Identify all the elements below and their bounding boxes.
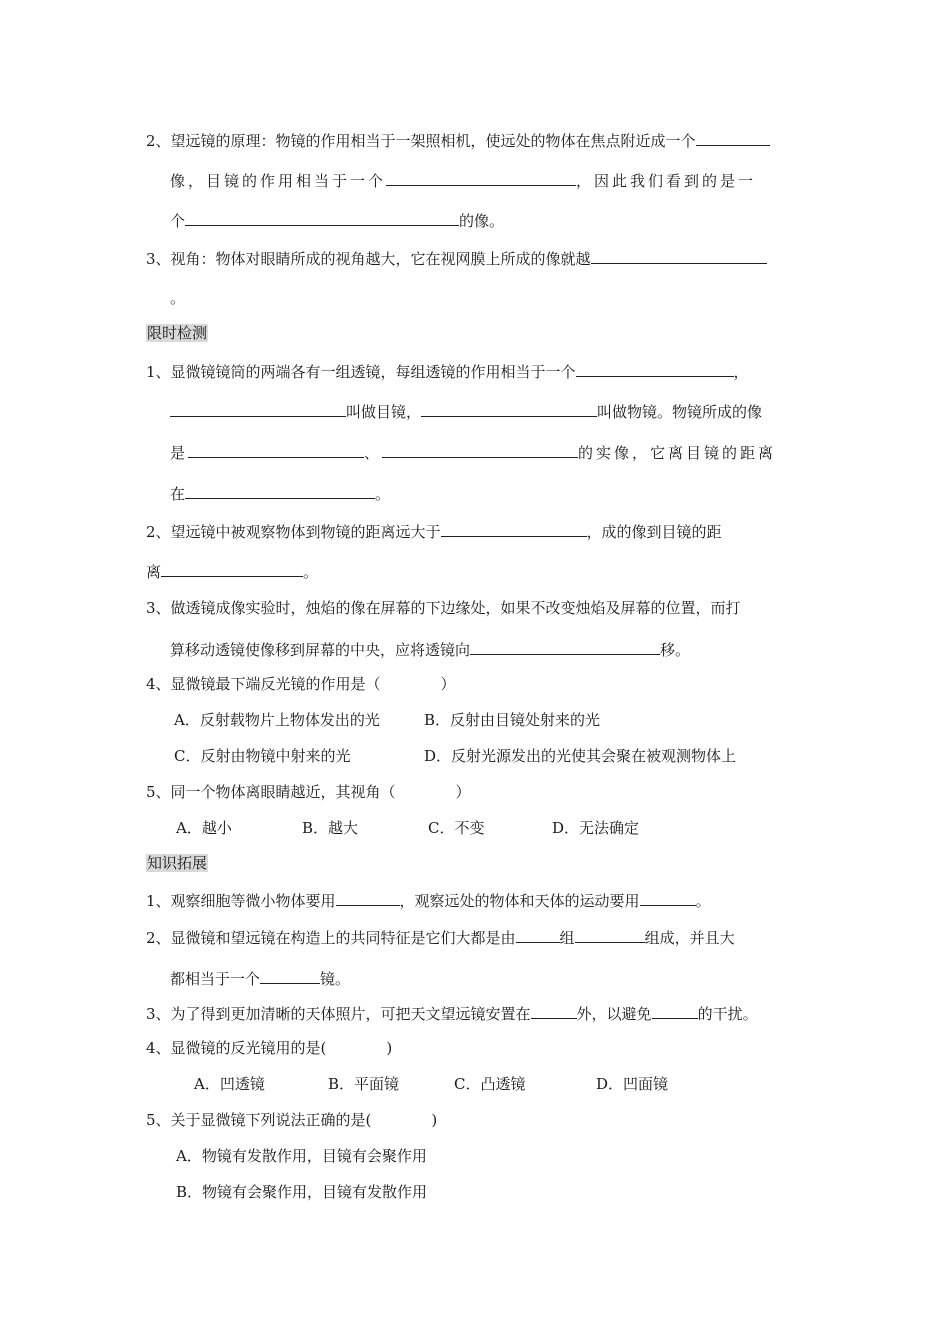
ext-q2-line1: 2、显微镜和望远镜在构造上的共同特征是它们大都是由 组 组成，并且大	[146, 926, 735, 948]
section-heading-test: 限时检测	[147, 324, 208, 342]
answer-blank[interactable]	[336, 889, 400, 906]
answer-blank[interactable]	[382, 441, 578, 458]
test-q5-option-b[interactable]: B．越大	[302, 819, 359, 837]
answer-blank[interactable]	[161, 560, 303, 577]
ext-q1: 1、观察细胞等微小物体要用 ，观察远处的物体和天体的运动要用 。	[146, 889, 711, 911]
answer-blank[interactable]	[470, 638, 660, 655]
test-q5-option-a[interactable]: A．越小	[176, 819, 232, 837]
ext-q4-option-c[interactable]: C．凸透镜	[454, 1075, 526, 1093]
ext-q2-line2: 都相当于一个 镜。	[170, 967, 350, 989]
test-q4-option-d[interactable]: D．反射光源发出的光使其会聚在被观测物体上	[424, 747, 737, 765]
test-q4: 4、显微镜最下端反光镜的作用是（ ）	[146, 675, 456, 693]
test-q4-option-b[interactable]: B．反射由目镜处射来的光	[424, 711, 601, 729]
test-q5-option-c[interactable]: C．不变	[428, 819, 485, 837]
test-q3-line2: 算移动透镜使像移到屏幕的中央，应将透镜向 移。	[170, 638, 690, 660]
answer-blank[interactable]	[188, 441, 364, 458]
ext-q5-option-a[interactable]: A．物镜有发散作用，目镜有会聚作用	[176, 1147, 427, 1165]
review-q2-line1: 2、望远镜的原理：物镜的作用相当于一架照相机，使远处的物体在焦点附近成一个	[146, 129, 770, 151]
review-q3-line2: 。	[170, 289, 186, 307]
ext-q3: 3、为了得到更加清晰的天体照片，可把天文望远镜安置在 外，以避免 的干扰。	[146, 1002, 758, 1024]
review-q2-line3: 个 的像。	[170, 209, 504, 231]
test-q1-line2: 叫做目镜， 叫做物镜。物镜所成的像	[170, 400, 762, 422]
answer-blank[interactable]	[531, 1002, 577, 1019]
ext-q4-option-b[interactable]: B．平面镜	[328, 1075, 400, 1093]
answer-blank[interactable]	[652, 1002, 698, 1019]
test-q1-line1: 1、显微镜镜筒的两端各有一组透镜，每组透镜的作用相当于一个 ，	[146, 360, 749, 382]
answer-blank[interactable]	[260, 967, 320, 984]
ext-q4-option-a[interactable]: A．凹透镜	[194, 1075, 265, 1093]
answer-blank[interactable]	[575, 926, 645, 943]
test-q4-option-c[interactable]: C．反射由物镜中射来的光	[174, 747, 351, 765]
answer-blank[interactable]	[640, 889, 696, 906]
test-q1-line3: 是 、 的实像，它离目镜的距离	[170, 441, 776, 463]
answer-blank[interactable]	[185, 482, 375, 499]
test-q2-line2: 离 。	[146, 560, 318, 582]
answer-blank[interactable]	[170, 400, 346, 417]
answer-blank[interactable]	[576, 360, 734, 377]
answer-blank[interactable]	[421, 400, 597, 417]
test-q2-line1: 2、望远镜中被观察物体到物镜的距离远大于 ，成的像到目镜的距	[146, 520, 722, 542]
ext-q4: 4、显微镜的反光镜用的是( )	[146, 1039, 393, 1057]
review-q2-line2: 像，目镜的作用相当于一个 ，因此我们看到的是一	[170, 169, 756, 191]
section-heading-extension: 知识拓展	[147, 854, 208, 872]
ext-q5-option-b[interactable]: B．物镜有会聚作用，目镜有发散作用	[176, 1183, 428, 1201]
review-q3-line1: 3、视角：物体对眼睛所成的视角越大，它在视网膜上所成的像就越	[146, 247, 767, 269]
ext-q5: 5、关于显微镜下列说法正确的是( )	[146, 1111, 438, 1129]
test-q5: 5、同一个物体离眼睛越近，其视角（ ）	[146, 783, 471, 801]
answer-blank[interactable]	[591, 247, 767, 264]
test-q5-option-d[interactable]: D．无法确定	[552, 819, 640, 837]
ext-q4-option-d[interactable]: D．凹面镜	[596, 1075, 669, 1093]
answer-blank[interactable]	[696, 129, 770, 146]
answer-blank[interactable]	[441, 520, 587, 537]
test-q4-option-a[interactable]: A．反射载物片上物体发出的光	[174, 711, 380, 729]
answer-blank[interactable]	[516, 926, 560, 943]
answer-blank[interactable]	[185, 209, 459, 226]
test-q3-line1: 3、做透镜成像实验时，烛焰的像在屏幕的下边缘处，如果不改变烛焰及屏幕的位置，而打	[146, 599, 741, 617]
answer-blank[interactable]	[386, 169, 576, 186]
test-q1-line4: 在 。	[170, 482, 390, 504]
